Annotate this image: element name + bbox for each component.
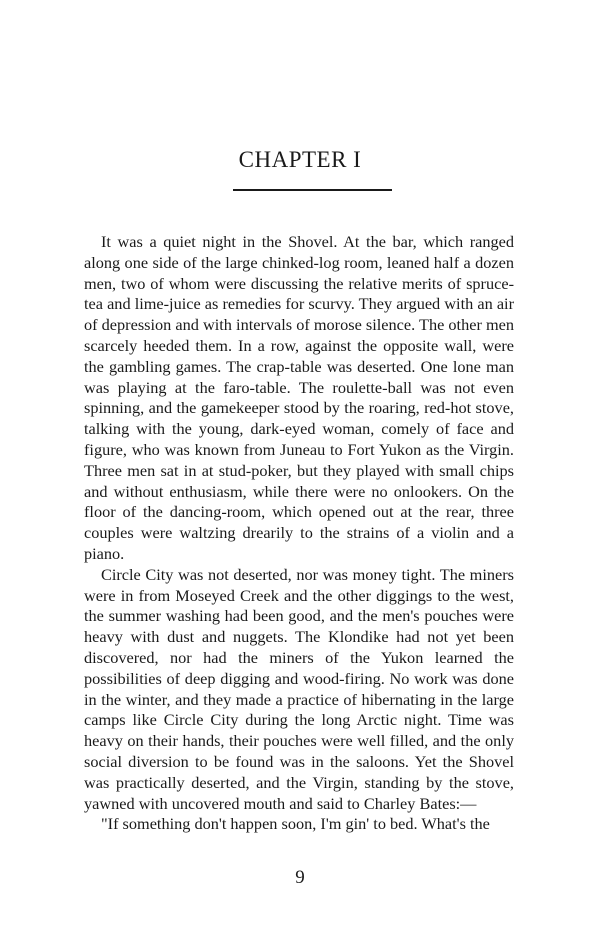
chapter-divider — [233, 189, 392, 191]
chapter-title: CHAPTER I — [238, 147, 362, 172]
chapter-body — [84, 232, 514, 835]
paragraph: Circle City was not deserted, nor was money tight. The miners were in from Moseyed Creek and the other diggings to the west, the summer washing had been good, and the men's pouches were heavy with dust and nuggets. The Klondike had not yet been discovered, nor had the miners of the Yukon learned the possibilities of deep digging and wood-firing. No work was done in the winter, and they made a practice of hibernating in the large camps like Circle City during the long Arctic night. Time was heavy on their hands, their pouches were well filled, and the only social diversion to be found was in the saloons. Yet the Shovel was practically deserted, and the Virgin, standing by the stove, yawned with uncovered mouth and said to Charley Bates:— — [84, 564, 514, 813]
page-number: 9 — [295, 867, 305, 888]
paragraph: "If something don't happen soon, I'm gin' to bed. What's the — [101, 814, 490, 834]
paragraph: It was a quiet night in the Shovel. At the bar, which ranged along one side of the large chinked-log room, leaned half a dozen men, two of whom were discussing the relative merits of spruce-tea and lime-juice as remedies for scurvy. They argued with an air of depression and with intervals of morose silence. The other men scarcely heeded them. In a row, against the opposite wall, were the gambling games. The crap-table was deserted. One lone man was playing at the faro-table. The roulette-ball was not even spinning, and the gamekeeper stood by the roaring, red-hot stove, talking with the young, dark-eyed woman, comely of face and figure, who was known from Juneau to Fort Yukon as the Virgin. Three men sat in at stud-poker, but they played with small chips and without enthusiasm, while there were no onlookers. On the floor of the dancing-room, which opened out at the rear, three couples were waltzing drearily to the strains of a violin and a piano. — [84, 232, 514, 563]
